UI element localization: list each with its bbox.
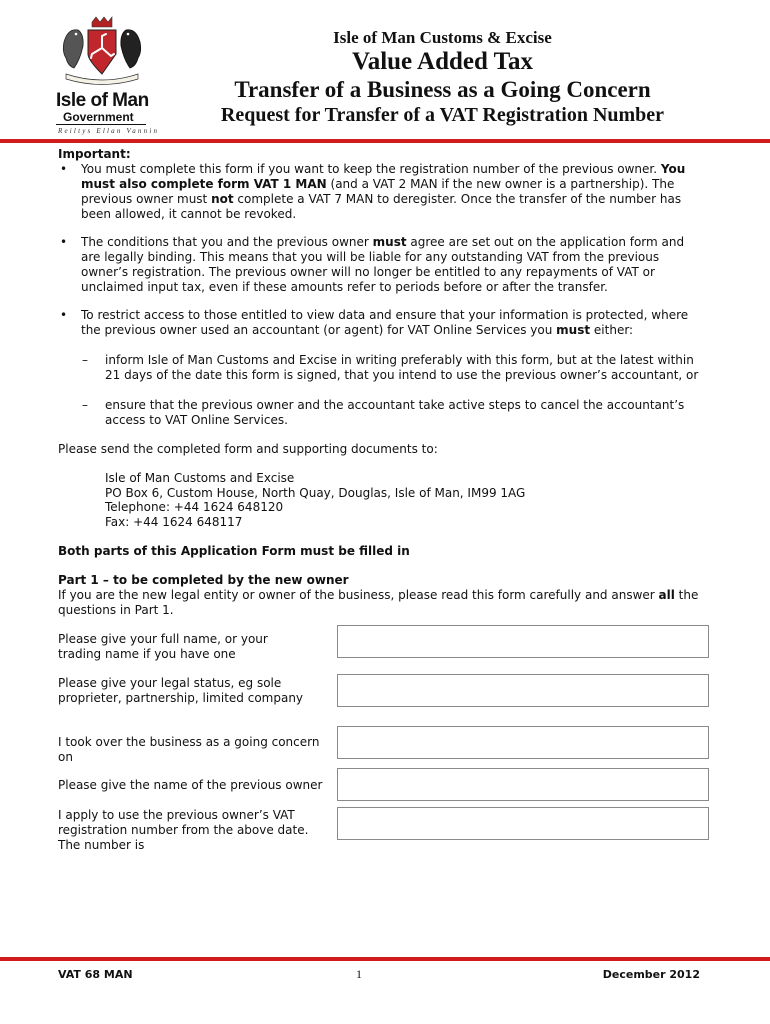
address-line-2: PO Box 6, Custom House, North Quay, Douglas, Isle of Man, IM99 1AG xyxy=(105,486,526,500)
bullet-2 xyxy=(81,235,701,295)
legal-status-input[interactable] xyxy=(337,674,709,707)
logo-name: Isle of Man xyxy=(56,90,149,111)
address-telephone: Telephone: +44 1624 648120 xyxy=(105,500,284,514)
previous-owner-input[interactable] xyxy=(337,768,709,801)
part-1-intro-b: the questions in Part 1. xyxy=(58,588,699,617)
part-1-intro-bold: all xyxy=(658,588,675,602)
dash-marker: – xyxy=(82,353,88,367)
bullet-1-bold-b: not xyxy=(211,192,234,206)
bullet-1-text-a: You must complete this form if you want to keep the registration number of the previous owner. xyxy=(81,162,661,176)
bullet-2-text-a: The conditions that you and the previous owner xyxy=(81,235,373,249)
bullet-2-text-b: agree are set out on the application form and are legally binding. This means that you will be liable for any outstanding VAT from the previous owner’s registration. The previous owner will no longer be entitled to any repayments of VAT or unclaimed input tax, even if these amounts refer to periods before or after the transfer. xyxy=(81,235,685,294)
bullet-1 xyxy=(81,162,701,222)
previous-owner-label: Please give the name of the previous owner xyxy=(58,778,323,792)
bullet-3-text-b: either: xyxy=(590,323,634,337)
part-1-heading: Part 1 – to be completed by the new owner xyxy=(58,573,349,587)
header-rule xyxy=(0,139,770,143)
form-date: December 2012 xyxy=(602,968,700,981)
bullet-3 xyxy=(81,308,701,338)
legal-status-label: Please give your legal status, eg sole proprieter, partnership, limited company xyxy=(58,676,304,705)
dash-item-1: inform Isle of Man Customs and Excise in writing preferably with this form, but at the latest within 21 days of the date this form is signed, that you intend to use the previous owner’s accountant, or xyxy=(105,353,699,382)
footer-rule xyxy=(0,957,770,961)
important-heading: Important: xyxy=(58,147,131,161)
form-id: VAT 68 MAN xyxy=(58,968,133,981)
dash-marker: – xyxy=(82,398,88,412)
took-over-date-input[interactable] xyxy=(337,726,709,759)
address-line-1: Isle of Man Customs and Excise xyxy=(105,471,295,485)
full-name-label: Please give your full name, or your trading name if you have one xyxy=(58,632,268,661)
took-over-date-label: I took over the business as a going concern on xyxy=(58,735,320,764)
page-number: 1 xyxy=(356,967,362,981)
page-subtitle: Transfer of a Business as a Going Concern xyxy=(234,77,651,102)
full-name-input[interactable] xyxy=(337,625,709,658)
page-title: Value Added Tax xyxy=(351,48,534,75)
bullet-3-text-a: To restrict access to those entitled to view data and ensure that your information is protected, where the previous owner used an accountant (or agent) for VAT Online Services you xyxy=(81,308,689,337)
bullet-marker: • xyxy=(60,162,68,176)
bullet-1-text-c: complete a VAT 7 MAN to deregister. Once the transfer of the number has been allowed, it cannot be revoked. xyxy=(81,192,682,221)
bullet-marker: • xyxy=(60,235,68,249)
part-1-intro-a: If you are the new legal entity or owner of the business, please read this form carefully and answer xyxy=(58,588,659,602)
registration-number-label: I apply to use the previous owner’s VAT registration number from the above date. The number is xyxy=(58,808,309,852)
bullet-2-bold-a: must xyxy=(372,235,407,249)
bullet-1-text-b: (and a VAT 2 MAN if the new owner is a partnership). The previous owner must xyxy=(81,177,675,206)
logo-government: Government xyxy=(63,110,134,124)
coat-of-arms-icon xyxy=(56,16,148,86)
logo-tagline: Reiltys Ellan Vannin xyxy=(58,127,160,135)
bullet-3-bold-a: must xyxy=(556,323,591,337)
dash-item-2: ensure that the previous owner and the accountant take active steps to cancel the accountant’s access to VAT Online Services. xyxy=(105,398,685,427)
both-parts-notice: Both parts of this Application Form must be filled in xyxy=(58,544,410,558)
registration-number-input[interactable] xyxy=(337,807,709,840)
page-subtitle-2: Request for Transfer of a VAT Registration Number xyxy=(220,104,665,126)
send-intro: Please send the completed form and supporting documents to: xyxy=(58,442,438,456)
department-title: Isle of Man Customs & Excise xyxy=(333,28,552,47)
bullet-1-bold-a: You must also complete form VAT 1 MAN xyxy=(81,162,686,191)
bullet-marker: • xyxy=(60,308,68,322)
part-1-intro xyxy=(58,588,703,618)
address-fax: Fax: +44 1624 648117 xyxy=(105,515,243,529)
logo-divider xyxy=(56,124,146,125)
